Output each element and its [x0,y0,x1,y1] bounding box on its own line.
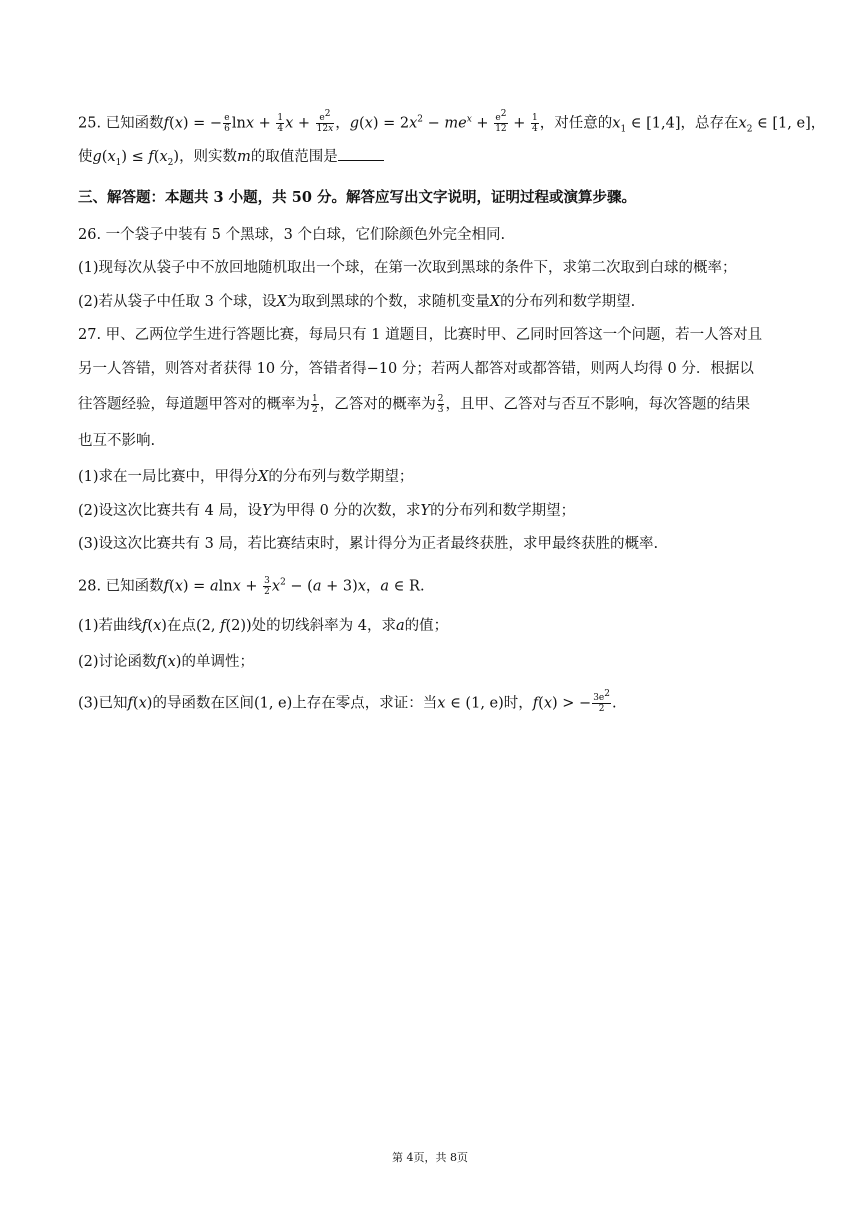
q26-part1: (1)现每次从袋子中不放回地随机取出一个球，在第一次取到黑球的条件下，求第二次取到白球的概率； [78,260,737,276]
q28-text: 处的切线斜率为 4，求 [251,618,396,634]
frac-e2-12: $\frac{e^2}{12}$ [495,109,507,134]
q27-line2: 另一人答错，则答对者获得 10 分，答错者得−10 分；若两人都答对或都答错，则两人均得 0 分．根据以 [78,361,754,377]
q26-text: (2)若从袋子中任取 3 个球，设 [78,294,277,310]
q27-text: (1)求在一局比赛中，甲得分 [78,469,259,485]
q28-text: 的单调性； [181,654,254,670]
answer-blank [338,146,384,161]
q27-part2: (2)设这次比赛共有 4 局，设Y为甲得 0 分的次数，求Y的分布列和数学期望； [78,503,576,519]
q25-text: ，则实数 [179,149,238,165]
q27-part3: (3)设这次比赛共有 3 局，若比赛结束时，累计得分为正者最终获胜，求甲最终获胜的概率. [78,536,659,552]
q27-part1: (1)求在一局比赛中，甲得分X的分布列与数学期望； [78,469,414,485]
q27-text: 的分布列和数学期望； [430,503,576,519]
q27-text: (2)设这次比赛共有 4 局，设 [78,503,262,519]
q28-text: (2)讨论函数 [78,654,157,670]
q26-text: 的分布列和数学期望. [500,294,636,310]
q27-line1: 27. 甲、乙两位学生进行答题比赛，每局只有 1 道题目，比赛时甲、乙同时回答这一个问题，若一人答对且 [78,327,763,343]
frac-1-4: $\frac{1}{4}$ [277,113,284,134]
q28-text: 上存在零点，求证：当 [292,695,438,712]
q25-text: ，总存在 [680,115,739,132]
q25-text: 使 [78,149,93,165]
frac-3-2: $\frac{3}{2}$ [264,576,270,597]
q27-text: ，乙答对的概率为 [319,396,436,413]
frac-e2-12x: $\frac{e^2}{12x}$ [316,109,334,134]
q28-stem: 28. 已知函数f(x) = alnx + $\frac{3}{2}$ $x^2 - (a + 3)x$，a ∈ R. [78,576,425,597]
q28-text: ， [365,578,381,595]
q28-text: 28. 已知函数 [78,578,164,595]
page-footer: 第 4页，共 8页 [392,1151,468,1164]
q27-line3 [78,394,750,415]
q26-stem: 26. 一个袋子中装有 5 个黑球，3 个白球，它们除颜色外完全相同. [78,227,506,243]
q28-part2: (2)讨论函数f(x)的单调性； [78,654,254,670]
q28-text: (3)已知 [78,695,128,712]
q25-text: ，对任意的 [539,115,613,132]
q27-line4: 也互不影响. [78,433,156,449]
frac-1-2: $\frac{1}{2}$ [312,394,318,415]
q25-text: ， [810,115,826,132]
q27-text: 的分布列与数学期望； [268,469,414,485]
q28-text: 在点 [166,618,196,634]
q28-text: 的导函数在区间 [152,695,254,712]
q25-line1: 25. 已知函数f(x) = − $\frac{e}{6}$ lnx + $\frac{1}{4}$ x + $\frac{e^2}{12x}$ ，$g(x) = 2x^2 - me^x$ + $\frac{e^2}{12}$ + $\frac{1}{4}$ ，对任意的$x_1$ ∈ [1,4]，总存在$x_2$ ∈ [1, e]， [78,109,826,135]
q25-line2: 使$g(x_1) \le f(x_2)$，则实数m的取值范围是 [78,146,384,167]
q26-text: 为取到黑球的个数，求随机变量 [286,294,490,310]
q28-part1: (1)若曲线f(x)在点(2, f(2))处的切线斜率为 4，求a的值； [78,618,449,634]
frac-1-4b: $\frac{1}{4}$ [532,113,538,134]
q28-part3: (3)已知f(x)的导函数在区间(1, e)上存在零点，求证：当x ∈ (1, e)时，f(x) > − $\frac{3e^2}{2}$ . [78,689,617,714]
q26-part2: (2)若从袋子中任取 3 个球，设X为取到黑球的个数，求随机变量X的分布列和数学期望. [78,294,636,310]
section-heading: 三、解答题：本题共 3 小题，共 50 分。解答应写出文字说明，证明过程或演算步骤。 [78,189,636,206]
q25-text: 25. 已知函数 [78,115,164,132]
q28-text: 的值； [404,618,449,634]
q27-text: 往答题经验，每道题甲答对的概率为 [78,396,310,413]
q27-text: ，且甲、乙答对与否互不影响，每次答题的结果 [445,396,750,413]
q27-text: 为甲得 0 分的次数，求 [271,503,421,519]
frac-2-3: $\frac{2}{3}$ [437,394,444,415]
q28-text: (1)若曲线 [78,618,143,634]
q25-text: 的取值范围是 [250,149,338,165]
math-f: f [163,115,170,132]
frac-3e2-2: $\frac{3e^2}{2}$ [593,689,610,714]
q28-text: 时， [503,695,533,712]
frac-e-6: $\frac{e}{6}$ [224,113,230,134]
